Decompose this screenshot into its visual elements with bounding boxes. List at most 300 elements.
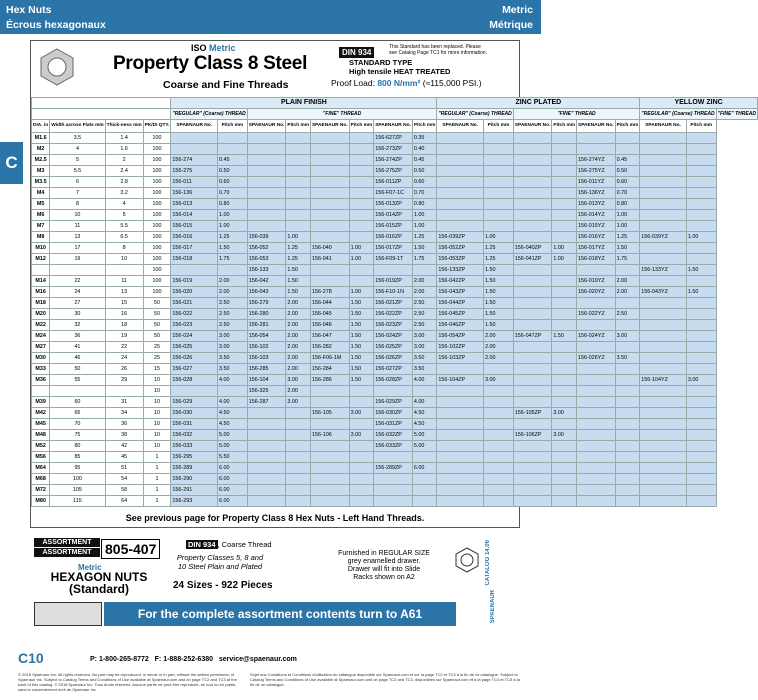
pitch-cell — [615, 496, 640, 507]
part-number-cell[interactable]: 156-104 — [247, 375, 286, 386]
part-number-cell[interactable]: 156-106ZP — [513, 430, 552, 441]
pitch-cell: 1.50 — [484, 287, 514, 298]
page-subtitle: Coarse and Fine Threads — [163, 79, 289, 91]
column-header: SPAENAUR No. — [513, 120, 552, 133]
pitch-cell — [686, 430, 716, 441]
part-number-cell — [310, 221, 349, 232]
part-number-cell[interactable]: 156-014YZ — [577, 210, 616, 221]
part-number-cell[interactable]: 156-275YZ — [577, 166, 616, 177]
part-number-cell[interactable]: 156-019 — [171, 276, 218, 287]
dimension-cell: 10 — [143, 441, 171, 452]
part-number-cell[interactable]: 156-289 — [171, 463, 218, 474]
part-number-cell[interactable]: 156-102ZP — [437, 342, 484, 353]
part-number-cell[interactable]: 156-039ZP — [437, 232, 484, 243]
part-number-cell[interactable]: 156-031ZP — [374, 419, 413, 430]
part-number-cell[interactable]: 156-047 — [310, 331, 349, 342]
part-number-cell[interactable]: 156-028 — [171, 375, 218, 386]
part-number-cell — [640, 166, 687, 177]
dimension-cell: 19 — [105, 331, 143, 342]
phone-link[interactable]: 1-800-265-8772 — [98, 656, 149, 663]
dimension-cell: 13 — [105, 287, 143, 298]
dimension-cell: 16 — [105, 309, 143, 320]
dimension-cell: 100 — [143, 210, 171, 221]
dimension-cell: 3.2 — [105, 188, 143, 199]
part-number-cell[interactable]: 156-024 — [171, 331, 218, 342]
pitch-cell — [552, 397, 577, 408]
part-number-cell[interactable]: 156-014ZP — [374, 210, 413, 221]
size-cell: M72 — [32, 485, 50, 496]
dimension-cell: 100 — [143, 199, 171, 210]
part-number-cell[interactable]: 156-024YZ — [577, 331, 616, 342]
page-title: Property Class 8 Steel — [113, 53, 308, 74]
part-number-cell[interactable]: 156-022ZP — [374, 309, 413, 320]
part-number-cell[interactable]: 156-015YZ — [577, 221, 616, 232]
part-number-cell — [640, 155, 687, 166]
dimension-cell: 1 — [143, 463, 171, 474]
part-number-cell[interactable]: 156-043YZ — [640, 287, 687, 298]
part-number-cell[interactable]: 156-273ZP — [374, 144, 413, 155]
part-number-cell[interactable]: 156-105ZP — [513, 408, 552, 419]
column-header-row — [32, 120, 758, 133]
pitch-cell — [552, 452, 577, 463]
part-number-cell[interactable]: 156-281 — [247, 320, 286, 331]
part-number-cell[interactable]: 156-104ZP — [437, 375, 484, 386]
pitch-cell: 3.00 — [286, 375, 311, 386]
pitch-cell — [286, 496, 311, 507]
part-number-cell[interactable]: 156-291 — [171, 485, 218, 496]
part-number-cell — [513, 287, 552, 298]
dimension-cell: 25 — [143, 353, 171, 364]
part-number-cell — [577, 474, 616, 485]
part-number-cell[interactable]: 156-133YZ — [640, 265, 687, 276]
part-number-cell[interactable]: 156-104YZ — [640, 375, 687, 386]
part-number-cell[interactable]: 156-282 — [310, 342, 349, 353]
part-number-cell[interactable]: 156-039YZ — [640, 232, 687, 243]
part-number-cell[interactable]: 156-044ZP — [437, 298, 484, 309]
pitch-cell: 1.50 — [349, 331, 374, 342]
part-number-cell[interactable]: 156-011YZ — [577, 177, 616, 188]
part-number-cell — [640, 188, 687, 199]
table-row — [32, 353, 758, 364]
part-number-cell[interactable]: 156-279 — [247, 298, 286, 309]
part-number-cell[interactable]: 156-293 — [171, 496, 218, 507]
part-number-cell[interactable]: 156-043 — [247, 287, 286, 298]
part-number-cell[interactable]: 156-026YZ — [577, 353, 616, 364]
table-row — [32, 364, 758, 375]
part-number-cell[interactable]: 156-031 — [171, 419, 218, 430]
part-number-cell[interactable]: 156-F06-1M — [310, 353, 349, 364]
part-number-cell[interactable]: 156-041ZP — [513, 254, 552, 265]
part-number-cell[interactable]: 156-F10-1N — [374, 287, 413, 298]
pitch-cell — [412, 452, 437, 463]
part-number-cell — [513, 166, 552, 177]
part-number-cell[interactable]: 156-136YZ — [577, 188, 616, 199]
pitch-cell — [286, 221, 311, 232]
pitch-cell — [686, 199, 716, 210]
part-number-cell[interactable]: 156-290 — [171, 474, 218, 485]
size-cell: M7 — [32, 221, 50, 232]
pitch-cell: 2.00 — [286, 342, 311, 353]
part-number-cell — [513, 188, 552, 199]
pitch-cell: 1.50 — [349, 375, 374, 386]
pitch-cell: 3.50 — [412, 364, 437, 375]
pitch-cell — [286, 199, 311, 210]
pitch-cell — [484, 133, 514, 144]
part-number-cell[interactable]: 156-041 — [310, 254, 349, 265]
part-number-cell[interactable]: 156-046 — [310, 320, 349, 331]
part-number-cell[interactable]: 156-040ZP — [513, 243, 552, 254]
pitch-cell: 6.00 — [218, 496, 248, 507]
pitch-cell: 1.25 — [615, 232, 640, 243]
dimension-cell: 50 — [143, 320, 171, 331]
part-number-cell[interactable]: 156-017ZP — [374, 243, 413, 254]
part-number-cell[interactable]: 156-029ZP — [374, 397, 413, 408]
dimension-cell: 22 — [105, 342, 143, 353]
part-number-cell[interactable]: 156-287 — [247, 397, 286, 408]
pitch-cell — [349, 386, 374, 397]
part-number-cell[interactable]: 156-F07-1C — [374, 188, 413, 199]
part-number-cell[interactable]: 156-046ZP — [437, 320, 484, 331]
part-number-cell[interactable]: 156-286 — [310, 375, 349, 386]
part-number-cell[interactable]: 156-013YZ — [577, 199, 616, 210]
pitch-cell — [686, 474, 716, 485]
dimension-cell: 3.5 — [50, 133, 105, 144]
part-number-cell — [640, 452, 687, 463]
table-row — [32, 419, 758, 430]
part-number-cell[interactable]: 156-102 — [247, 342, 286, 353]
part-number-cell — [513, 221, 552, 232]
part-number-cell[interactable]: 156-025 — [171, 342, 218, 353]
part-number-cell[interactable]: 156-042ZP — [437, 276, 484, 287]
pitch-cell: 0.80 — [412, 199, 437, 210]
part-number-cell — [577, 430, 616, 441]
dimension-cell: 1 — [143, 452, 171, 463]
part-number-cell[interactable]: 156-011 — [171, 177, 218, 188]
part-number-cell[interactable]: 156-136 — [171, 188, 218, 199]
pitch-cell: 0.70 — [218, 188, 248, 199]
part-number-cell[interactable]: 156-033 — [171, 441, 218, 452]
email-link[interactable]: service@spaenaur.com — [218, 656, 297, 663]
assortment-metric: Metric — [78, 563, 102, 572]
part-number-cell[interactable]: 156-274YZ — [577, 155, 616, 166]
part-number-cell[interactable]: 156-278 — [310, 287, 349, 298]
pitch-cell — [686, 386, 716, 397]
pitch-cell — [552, 287, 577, 298]
part-number-cell[interactable]: 156-627ZP — [374, 133, 413, 144]
pitch-cell: 2.50 — [218, 309, 248, 320]
part-number-cell — [640, 254, 687, 265]
part-number-cell[interactable]: 156-039 — [247, 232, 286, 243]
assortment-number[interactable]: 805-407 — [101, 539, 160, 559]
pitch-cell — [349, 496, 374, 507]
pitch-cell: 1.00 — [218, 210, 248, 221]
part-number-cell — [640, 309, 687, 320]
part-number-cell — [310, 265, 349, 276]
part-number-cell — [577, 364, 616, 375]
table-row — [32, 430, 758, 441]
part-number-cell[interactable]: 156-020YZ — [577, 287, 616, 298]
part-number-cell[interactable]: 156-103 — [247, 353, 286, 364]
part-number-cell[interactable]: 156-015ZP — [374, 221, 413, 232]
part-number-cell[interactable]: 156-016YZ — [577, 232, 616, 243]
dimension-cell: 100 — [143, 221, 171, 232]
part-number-cell[interactable]: 156-030ZP — [374, 408, 413, 419]
pitch-cell — [484, 155, 514, 166]
pitch-cell: 0.45 — [615, 155, 640, 166]
section-tab[interactable]: C — [0, 142, 23, 184]
part-number-cell[interactable]: 156-047ZP — [513, 331, 552, 342]
part-number-cell[interactable]: 156-274 — [171, 155, 218, 166]
pitch-cell: 3.00 — [552, 408, 577, 419]
pitch-cell — [552, 166, 577, 177]
part-number-cell[interactable]: 156-013 — [171, 199, 218, 210]
pitch-cell — [686, 177, 716, 188]
table-row — [32, 199, 758, 210]
part-number-cell[interactable]: 156-289ZP — [374, 463, 413, 474]
part-number-cell[interactable]: 156-026 — [171, 353, 218, 364]
part-number-cell[interactable]: 156-014 — [171, 210, 218, 221]
part-number-cell — [513, 144, 552, 155]
pitch-cell: 3.50 — [615, 353, 640, 364]
part-number-cell[interactable]: 156-274ZP — [374, 155, 413, 166]
dimension-cell: 7 — [50, 188, 105, 199]
pitch-cell — [686, 342, 716, 353]
part-number-cell[interactable]: 156-044 — [310, 298, 349, 309]
part-number-cell[interactable]: 156-029 — [171, 397, 218, 408]
part-number-cell[interactable]: 156-054 — [247, 331, 286, 342]
assortment-cta[interactable]: For the complete assortment contents turn to A61 — [104, 602, 456, 626]
part-number-cell — [577, 265, 616, 276]
assortment-name: HEXAGON NUTS (Standard) — [50, 570, 148, 596]
part-number-cell[interactable]: 156-016 — [171, 232, 218, 243]
part-number-cell — [640, 298, 687, 309]
part-number-cell[interactable]: 156-025ZP — [374, 342, 413, 353]
part-number-cell — [247, 210, 286, 221]
pitch-cell — [349, 474, 374, 485]
part-number-cell — [513, 364, 552, 375]
part-number-cell[interactable]: 156-052 — [247, 243, 286, 254]
part-number-cell[interactable]: 156-295 — [171, 452, 218, 463]
part-number-cell — [640, 430, 687, 441]
size-cell: M10 — [32, 243, 50, 254]
part-number-cell[interactable]: 156-105 — [310, 408, 349, 419]
column-header: DIA. in — [32, 120, 50, 133]
pitch-cell: 0.60 — [218, 177, 248, 188]
part-number-cell[interactable]: 156-019YZ — [577, 276, 616, 287]
part-number-cell[interactable]: 156-022YZ — [577, 309, 616, 320]
part-number-cell[interactable]: 156-021 — [171, 298, 218, 309]
pitch-cell: 1.50 — [484, 265, 514, 276]
part-number-cell[interactable]: 156-275ZP — [374, 166, 413, 177]
column-header: SPAENAUR No. — [640, 120, 687, 133]
pitch-cell — [484, 188, 514, 199]
part-number-cell[interactable]: 156-015 — [171, 221, 218, 232]
dimension-cell: 8 — [50, 199, 105, 210]
pitch-cell — [686, 221, 716, 232]
pitch-cell — [218, 144, 248, 155]
part-number-cell[interactable]: 156-013ZP — [374, 199, 413, 210]
part-number-cell[interactable]: 156-011ZP — [374, 177, 413, 188]
table-row — [32, 441, 758, 452]
pitch-cell: 5.50 — [218, 452, 248, 463]
part-number-cell[interactable]: 156-045ZP — [437, 309, 484, 320]
table-row — [32, 265, 758, 276]
pitch-cell — [349, 177, 374, 188]
part-number-cell — [513, 265, 552, 276]
dimension-cell: 45 — [105, 452, 143, 463]
pitch-cell — [349, 133, 374, 144]
part-number-cell[interactable]: 156-325 — [247, 386, 286, 397]
part-number-cell[interactable]: 156-030 — [171, 408, 218, 419]
part-number-cell[interactable]: 156-052ZP — [437, 243, 484, 254]
dimension-cell: 1.6 — [105, 144, 143, 155]
pitch-cell — [286, 210, 311, 221]
part-number-cell[interactable]: 156-020 — [171, 287, 218, 298]
pitch-cell: 1.00 — [286, 232, 311, 243]
part-number-cell[interactable]: 156-106 — [310, 430, 349, 441]
dimension-cell: 80 — [50, 441, 105, 452]
part-number-cell[interactable]: 156-023ZP — [374, 320, 413, 331]
pitch-cell — [484, 364, 514, 375]
pitch-cell: 4.00 — [218, 397, 248, 408]
dimension-cell: 4 — [50, 144, 105, 155]
part-number-cell[interactable]: 156-040 — [310, 243, 349, 254]
part-number-cell[interactable]: 156-032ZP — [374, 430, 413, 441]
part-number-cell[interactable]: 156-133 — [247, 265, 286, 276]
part-number-cell — [640, 397, 687, 408]
part-number-cell — [513, 485, 552, 496]
pitch-cell: 1.00 — [615, 210, 640, 221]
part-number-cell[interactable]: 156-F09-1T — [374, 254, 413, 265]
pitch-cell: 1.50 — [484, 320, 514, 331]
part-number-cell — [171, 386, 218, 397]
part-number-cell[interactable]: 156-032 — [171, 430, 218, 441]
part-number-cell — [640, 496, 687, 507]
pitch-cell — [615, 298, 640, 309]
part-number-cell[interactable]: 156-017 — [171, 243, 218, 254]
column-header: Pitch mm — [218, 120, 248, 133]
part-number-cell — [437, 496, 484, 507]
part-number-cell — [577, 397, 616, 408]
fax-link[interactable]: 1-888-252-6380 — [163, 656, 214, 663]
part-number-cell[interactable]: 156-275 — [171, 166, 218, 177]
part-number-cell[interactable]: 156-018YZ — [577, 254, 616, 265]
pitch-cell — [686, 408, 716, 419]
size-cell: M56 — [32, 452, 50, 463]
pitch-cell: 1.25 — [218, 232, 248, 243]
dimension-cell: 6 — [50, 177, 105, 188]
part-number-cell — [640, 408, 687, 419]
dimension-cell: 13 — [50, 232, 105, 243]
pitch-cell — [552, 199, 577, 210]
part-number-cell — [513, 232, 552, 243]
part-number-cell[interactable]: 156-024ZP — [374, 331, 413, 342]
part-number-cell — [577, 375, 616, 386]
part-number-cell[interactable]: 156-016ZP — [374, 232, 413, 243]
part-number-cell[interactable]: 156-103ZP — [437, 353, 484, 364]
part-number-cell[interactable]: 156-021ZP — [374, 298, 413, 309]
pitch-cell — [615, 375, 640, 386]
pitch-cell — [686, 188, 716, 199]
part-number-cell — [310, 276, 349, 287]
pitch-cell — [286, 419, 311, 430]
pitch-cell: 2.00 — [286, 331, 311, 342]
part-number-cell — [310, 485, 349, 496]
dimension-cell: 10 — [50, 210, 105, 221]
part-number-cell — [437, 221, 484, 232]
part-number-cell[interactable]: 156-028ZP — [374, 375, 413, 386]
pitch-cell — [552, 419, 577, 430]
table-row — [32, 188, 758, 199]
pitch-cell: 3.00 — [552, 430, 577, 441]
table-row — [32, 166, 758, 177]
part-number-cell[interactable]: 156-285 — [247, 364, 286, 375]
size-cell — [32, 265, 50, 276]
pitch-cell — [686, 364, 716, 375]
part-number-cell — [577, 298, 616, 309]
part-number-cell[interactable]: 156-022 — [171, 309, 218, 320]
pitch-cell — [686, 419, 716, 430]
pitch-cell: 4.50 — [218, 408, 248, 419]
table-row — [32, 276, 758, 287]
table-row — [32, 496, 758, 507]
part-number-cell[interactable]: 156-045 — [310, 309, 349, 320]
dimension-cell: 105 — [50, 485, 105, 496]
part-number-cell[interactable]: 156-043ZP — [437, 287, 484, 298]
nut-table — [31, 97, 758, 507]
part-number-cell — [310, 463, 349, 474]
pitch-cell — [484, 144, 514, 155]
dimension-cell: 15 — [105, 298, 143, 309]
table-row — [32, 232, 758, 243]
part-number-cell[interactable]: 156-026ZP — [374, 353, 413, 364]
part-number-cell[interactable]: 156-027 — [171, 364, 218, 375]
part-number-cell — [310, 397, 349, 408]
column-header: Pitch mm — [286, 120, 311, 133]
column-header: Pitch mm — [349, 120, 374, 133]
part-number-cell — [374, 452, 413, 463]
part-number-cell — [437, 474, 484, 485]
part-number-cell[interactable]: 156-042 — [247, 276, 286, 287]
part-number-cell[interactable]: 156-017YZ — [577, 243, 616, 254]
part-number-cell[interactable]: 156-023 — [171, 320, 218, 331]
dimension-cell: 22 — [50, 276, 105, 287]
part-number-cell[interactable]: 156-053 — [247, 254, 286, 265]
pitch-cell — [552, 364, 577, 375]
pitch-cell — [349, 265, 374, 276]
part-number-cell — [171, 144, 218, 155]
part-number-cell[interactable]: 156-280 — [247, 309, 286, 320]
pitch-cell — [412, 386, 437, 397]
part-number-cell[interactable]: 156-284 — [310, 364, 349, 375]
part-number-cell[interactable]: 156-054ZP — [437, 331, 484, 342]
part-number-cell[interactable]: 156-019ZP — [374, 276, 413, 287]
part-number-cell[interactable]: 156-018 — [171, 254, 218, 265]
size-cell: M6 — [32, 210, 50, 221]
pitch-cell — [686, 133, 716, 144]
product-panel — [30, 40, 756, 528]
part-number-cell[interactable]: 156-027ZP — [374, 364, 413, 375]
part-number-cell[interactable]: 156-133ZP — [437, 265, 484, 276]
dimension-cell: 55 — [50, 375, 105, 386]
assortment-classes: Property Classes 5, 8 and 10 Steel Plain and Plated — [176, 553, 264, 571]
pitch-cell — [484, 441, 514, 452]
part-number-cell — [247, 144, 286, 155]
part-number-cell — [247, 177, 286, 188]
dimension-cell: 50 — [50, 364, 105, 375]
part-number-cell[interactable]: 156-053ZP — [437, 254, 484, 265]
part-number-cell[interactable]: 156-033ZP — [374, 441, 413, 452]
